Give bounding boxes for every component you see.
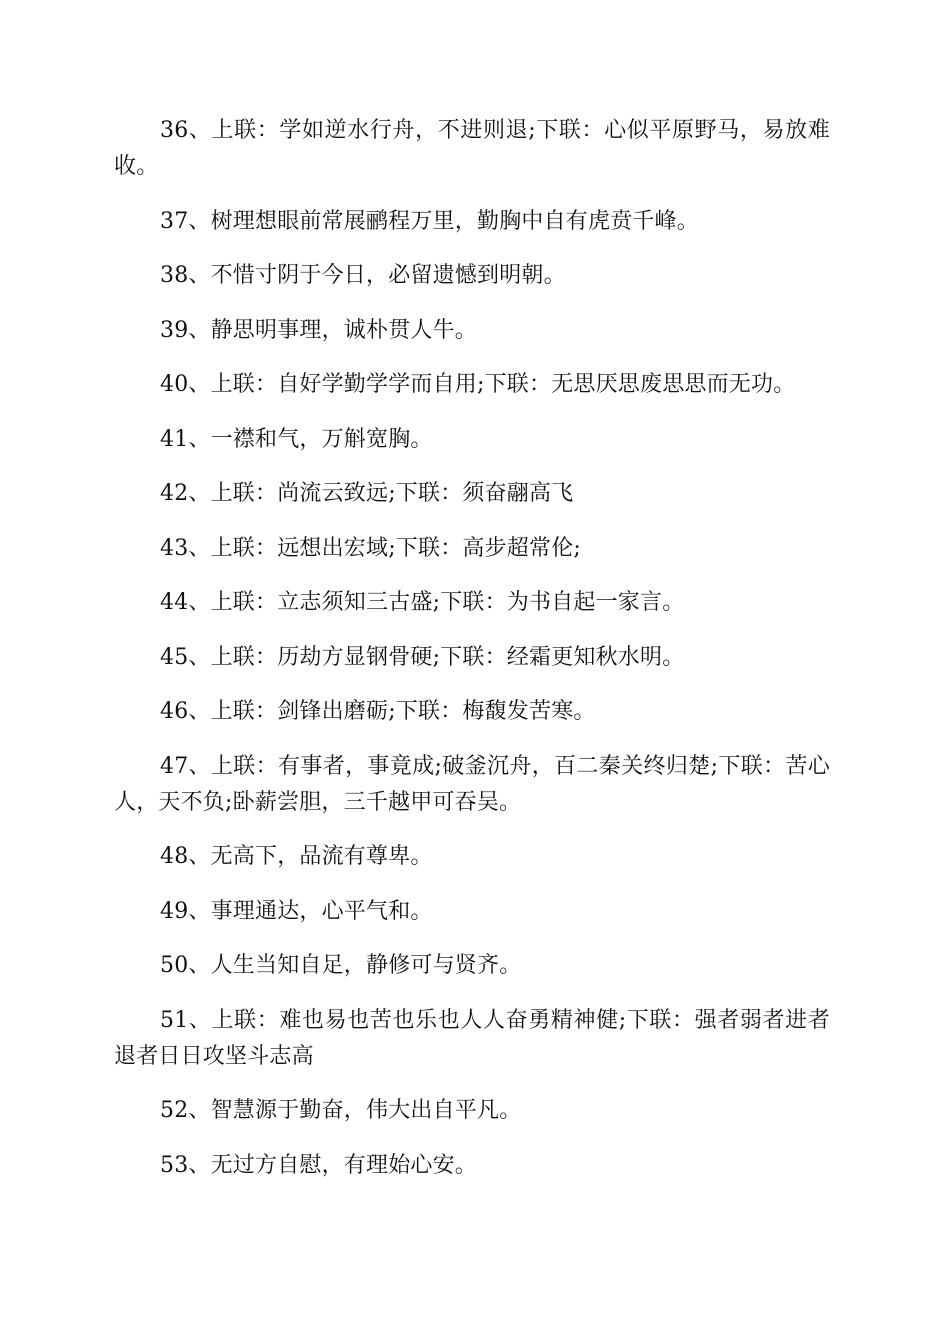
- paragraph-47: 47、上联：有事者，事竟成;破釜沉舟，百二秦关终归楚;下联：苦心人，天不负;卧薪尝胆，三千越甲可吞吴。: [114, 753, 830, 815]
- paragraph-43: 43、上联：远想出宏域;下联：高步超常伦;: [160, 535, 582, 561]
- paragraph-40: 40、上联：自好学勤学学而自用;下联：无思厌思废思思而无功。: [160, 372, 796, 397]
- paragraph-46: 46、上联：剑锋出磨砺;下联：梅馥发苦寒。: [160, 699, 596, 724]
- paragraph-41: 41、一襟和气，万斛宽胸。: [160, 426, 433, 452]
- paragraph-39: 39、静思明事理，诚朴贯人牛。: [160, 317, 477, 343]
- paragraph-42: 42、上联：尚流云致远;下联：须奋翮高飞: [160, 481, 574, 506]
- document-body: [114, 113, 830, 1202]
- paragraph-38: 38、不惜寸阴于今日，必留遗憾到明朝。: [160, 263, 566, 288]
- paragraph-49: 49、事理通达，心平气和。: [160, 898, 433, 924]
- paragraph-44: 44、上联：立志须知三古盛;下联：为书自起一家言。: [160, 590, 685, 615]
- paragraph-37: 37、树理想眼前常展鹂程万里，勤胸中自有虎贲千峰。: [160, 208, 699, 234]
- paragraph-51: 51、上联：难也易也苦也乐也人人奋勇精神健;下联：强者弱者进者退者日日攻坚斗志高: [114, 1007, 830, 1069]
- paragraph-48: 48、无高下，品流有尊卑。: [160, 844, 433, 869]
- paragraph-52: 52、智慧源于勤奋，伟大出自平凡。: [160, 1098, 522, 1123]
- paragraph-36: 36、上联：学如逆水行舟，不进则退;下联：心似平原野马，易放难收。: [114, 118, 830, 179]
- paragraph-50: 50、人生当知自足，静修可与贤齐。: [160, 953, 522, 978]
- paragraph-45: 45、上联：历劫方显钢骨硬;下联：经霜更知秋水明。: [160, 644, 685, 670]
- paragraph-53: 53、无过方自慰，有理始心安。: [160, 1152, 477, 1178]
